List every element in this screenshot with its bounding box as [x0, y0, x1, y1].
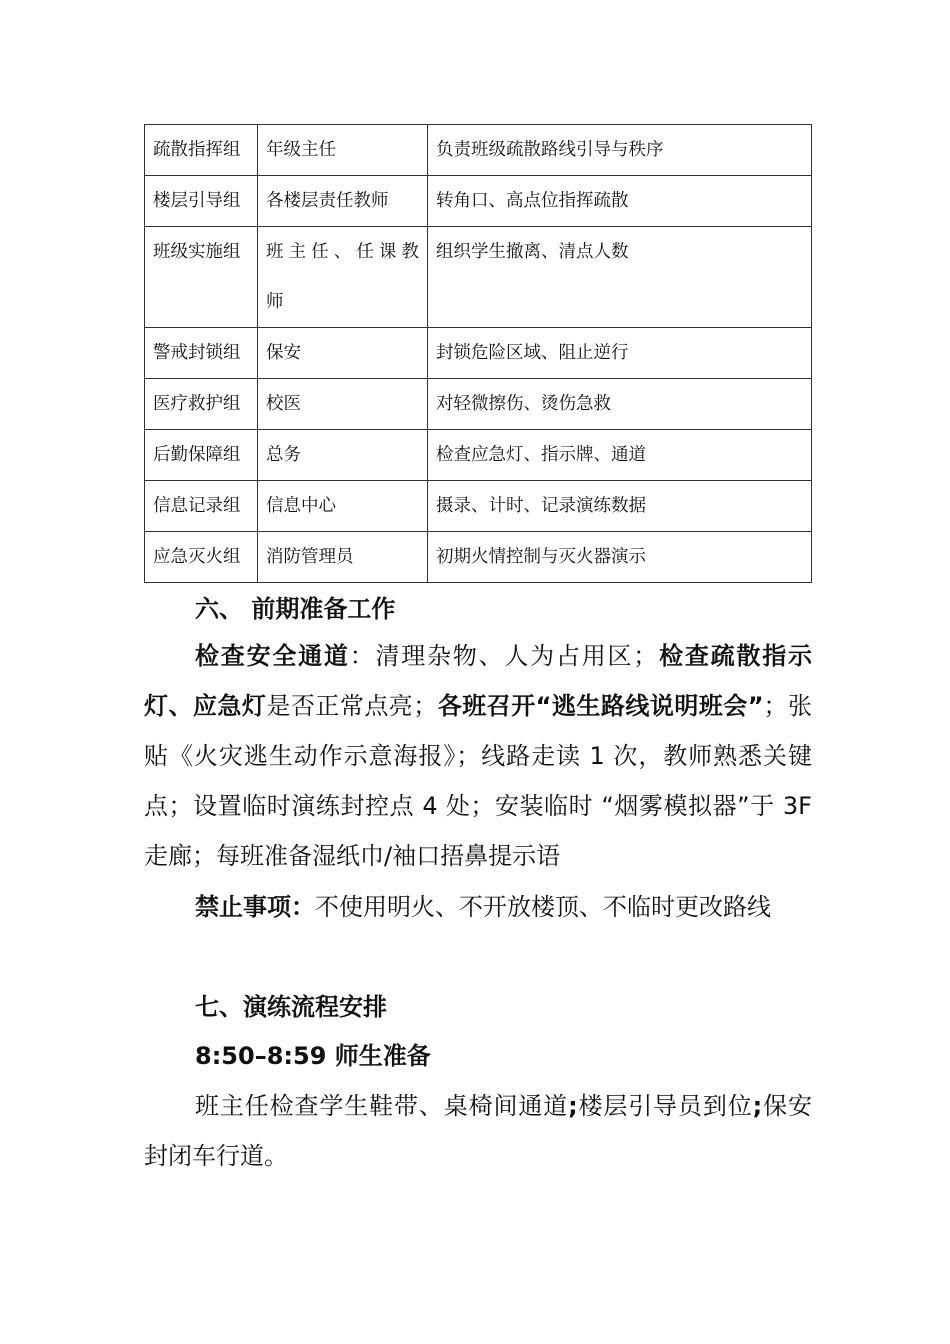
members-cell: 保安 — [258, 328, 428, 379]
duty-cell: 负责班级疏散路线引导与秩序 — [428, 125, 812, 176]
table-row — [145, 125, 812, 176]
table-row — [145, 227, 812, 328]
table-row — [145, 379, 812, 430]
members-cell: 年级主任 — [258, 125, 428, 176]
group-cell: 警戒封锁组 — [145, 328, 258, 379]
members-cell: 信息中心 — [258, 481, 428, 532]
duty-cell: 检查应急灯、指示牌、通道 — [428, 430, 812, 481]
prohibitions-paragraph — [144, 882, 812, 932]
separator: ; — [752, 1092, 763, 1120]
duty-cell: 摄录、计时、记录演练数据 — [428, 481, 812, 532]
members-cell: 消防管理员 — [258, 532, 428, 583]
section-six-heading: 六、 前期准备工作 — [195, 595, 396, 623]
check-lights-label: 检查疏散指示灯、应急灯 — [144, 642, 813, 720]
teacher-preparation-paragraph — [144, 1081, 812, 1181]
members-line: 班主任、任课教 — [266, 242, 419, 262]
section-seven-heading: 七、演练流程安排 — [195, 993, 387, 1021]
duty-assignment-table — [144, 124, 812, 583]
check-passage-text: ：清理杂物、人为占用区； — [349, 642, 658, 670]
check-passage-label: 检查安全通道 — [195, 642, 350, 670]
time-slot-heading: 8:50–8:59 师生准备 — [195, 1042, 431, 1070]
duty-cell: 初期火情控制与灭火器演示 — [428, 532, 812, 583]
group-cell: 班级实施组 — [145, 227, 258, 328]
duty-cell: 转角口、高点位指挥疏散 — [428, 176, 812, 227]
group-cell: 应急灭火组 — [145, 532, 258, 583]
prohibitions-label: 禁止事项： — [195, 893, 315, 921]
members-cell — [258, 227, 428, 328]
group-cell: 后勤保障组 — [145, 430, 258, 481]
members-cell: 各楼层责任教师 — [258, 176, 428, 227]
preparation-paragraph — [144, 631, 812, 881]
group-cell: 疏散指挥组 — [145, 125, 258, 176]
members-cell: 总务 — [258, 430, 428, 481]
separator: ; — [568, 1092, 578, 1120]
duty-cell: 组织学生撤离、清点人数 — [428, 227, 812, 328]
floor-guides-text: 楼层引导员到位 — [577, 1092, 753, 1120]
teacher-check-text: 班主任检查学生鞋带、桌椅间通道 — [195, 1092, 569, 1120]
table-row — [145, 481, 812, 532]
table-row — [145, 328, 812, 379]
duty-cell: 对轻微擦伤、烫伤急救 — [428, 379, 812, 430]
members-line: 师 — [266, 292, 284, 312]
members-cell: 校医 — [258, 379, 428, 430]
table-row — [145, 532, 812, 583]
table-row — [145, 176, 812, 227]
duty-cell: 封锁危险区域、阻止逆行 — [428, 328, 812, 379]
check-lights-text: 是否正常点亮； — [266, 692, 438, 720]
class-meeting-label: 各班召开“逃生路线说明班会” — [437, 692, 764, 720]
preparation-details-text: ；张贴《火灾逃生动作示意海报》；线路走读 1 次，教师熟悉关键点；设置临时演练封控点 4 处；安装临时 “烟雾模拟器”于 3F 走廊；每班准备湿纸巾/袖口捂鼻提示语 — [144, 692, 813, 870]
prohibitions-text: 不使用明火、不开放楼顶、不临时更改路线 — [315, 893, 771, 921]
security-text: 保安封闭车行道。 — [144, 1092, 813, 1170]
group-cell: 医疗救护组 — [145, 379, 258, 430]
table-row — [145, 430, 812, 481]
group-cell: 信息记录组 — [145, 481, 258, 532]
group-cell: 楼层引导组 — [145, 176, 258, 227]
